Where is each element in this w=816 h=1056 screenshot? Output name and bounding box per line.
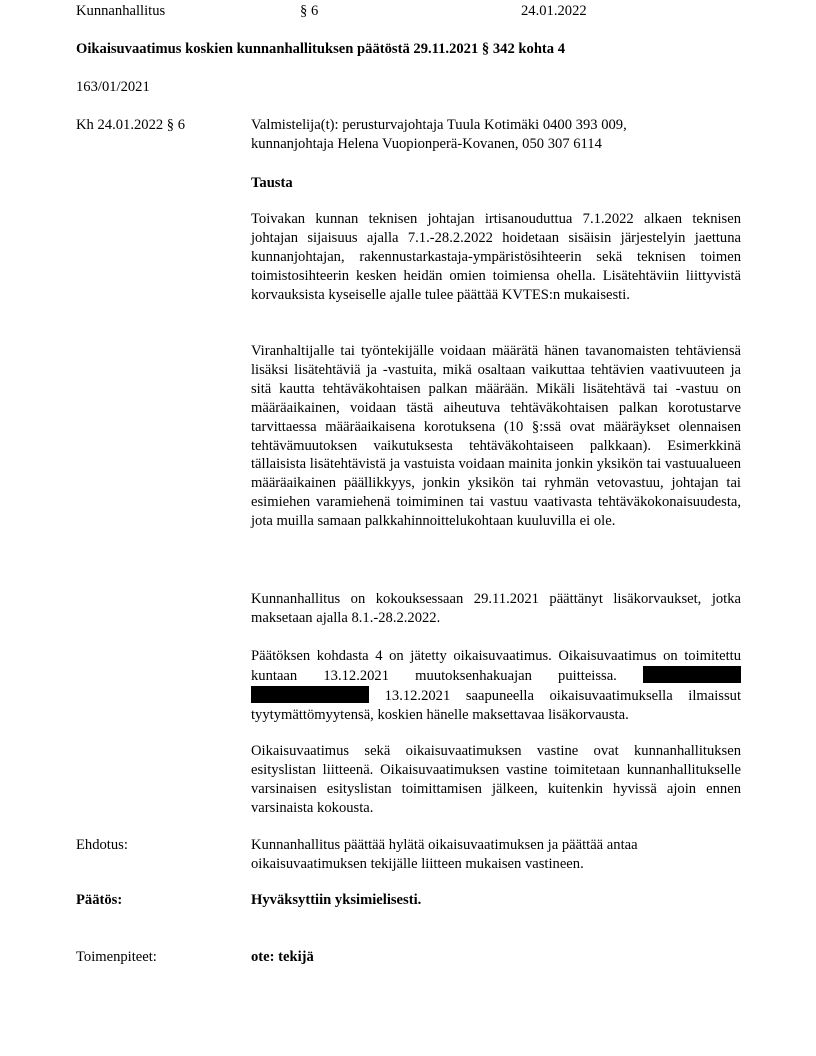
preparers-line-2: kunnanjohtaja Helena Vuopionperä-Kovanen, 050 307 6114 [251,135,602,152]
section-heading-background: Tausta [251,175,293,191]
preparers-line-1: Valmistelija(t): perusturvajohtaja Tuula Kotimäki 0400 393 009, [251,117,627,133]
paragraph-4 [251,647,741,725]
paragraph-4-part-2: 13.12.2021 saapuneella oikaisuvaatimuksella ilmaissut tyytymättömyytensä, koskien hänelle maksettavaa lisäkorvausta. [251,687,741,723]
diary-number: 163/01/2021 [76,79,150,95]
decision-label: Päätös: [76,892,123,908]
header-date: 24.01.2022 [521,3,587,19]
actions-label: Toimenpiteet: [76,949,157,965]
paragraph-1: Toivakan kunnan teknisen johtajan irtisanouduttua 7.1.2022 alkaen teknisen johtajan sijaisuus ajalla 7.1.-28.2.2022 hoidetaan sisäisin järjestelyin jaettuna kunnanjohtajan, rakennustarkastaja-ympäristösihteerin sekä teknisen toimen toimistosihteerin kesken heidän omien toimiensa ohella. Lisätehtäviin liittyvistä korvauksista kyseiselle ajalle tulee päättää KVTES:n mukaisesti. [251,211,741,303]
header-section: § 6 [300,3,319,19]
redaction-block [643,666,741,683]
actions-text: ote: tekijä [251,949,314,965]
proposal-text: Kunnanhallitus päättää hylätä oikaisuvaatimuksen ja päättää antaa oikaisuvaatimuksen tekijälle liitteen mukaisen vastineen. [251,837,638,872]
header-organ: Kunnanhallitus [76,3,166,19]
paragraph-3: Kunnanhallitus on kokouksessaan 29.11.2021 päättänyt lisäkorvaukset, jotka maksetaan ajalla 8.1.-28.2.2022. [251,591,741,626]
document-title: Oikaisuvaatimus koskien kunnanhallituksen päätöstä 29.11.2021 § 342 kohta 4 [76,41,566,57]
redaction-block [251,686,369,703]
meeting-reference: Kh 24.01.2022 § 6 [76,117,186,133]
paragraph-5: Oikaisuvaatimus sekä oikaisuvaatimuksen vastine ovat kunnanhallituksen esityslistan liitteenä. Oikaisuvaatimuksen vastine toimitetaan kunnanhallitukselle varsinaisen esityslistan toimittamisen jälkeen, kuitenkin hyvissä ajoin ennen varsinaista kokousta. [251,743,741,816]
proposal-label: Ehdotus: [76,837,128,853]
preparers [251,116,741,154]
decision-text: Hyväksyttiin yksimielisesti. [251,892,422,908]
paragraph-2: Viranhaltijalle tai työntekijälle voidaan määrätä hänen tavanomaisten tehtäviensä lisäksi lisätehtäviä ja -vastuita, mikä osaltaan vaikuttaa tehtävien vaativuuteen ja sitä kautta tehtäväkohtaisen palkan määrään. Mikäli lisätehtävä tai -vastuu on määräaikainen, voidaan tästä aiheutuva tehtäväkohtaisen palkan korotustarve tarvittaessa määräaikaisena korotuksena (10 §:ssä ovat määräykset olennaisen tehtävämuutoksen vaikutuksesta tehtäväkohtaiseen palkkaan). Esimerkkinä tällaisista lisätehtävistä ja vastuista voidaan mainita jonkin yksikön tai vastuualueen määräaikainen päällikkyys, jonkin yksikön tai ryhmän vetovastuu, johtajan tai esimiehen varamiehenä toimiminen tai vastuu vaativasta tehtäväkokonaisuudesta, jota muilla samaan palkkahinnoittelukohtaan kuuluvilla ei ole. [251,343,741,530]
paragraph-4-part-1: Päätöksen kohdasta 4 on jätetty oikaisuvaatimus. Oikaisuvaatimus on toimitettu kuntaan 13.12.2021 muutoksenhakuajan puitteissa. [251,648,741,684]
